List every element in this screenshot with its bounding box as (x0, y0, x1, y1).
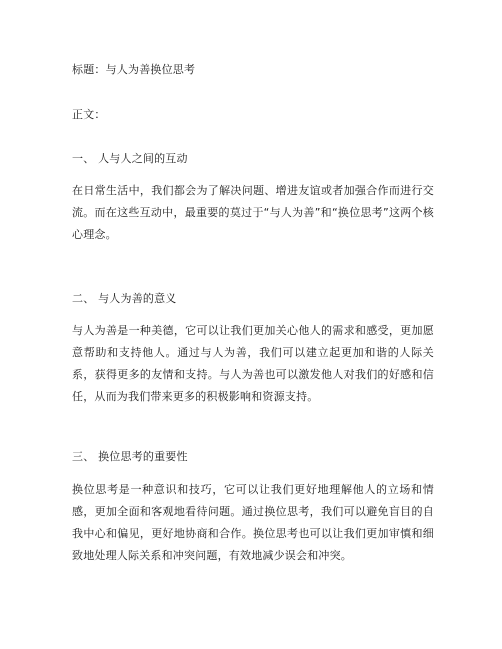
document-title: 标题：与人为善换位思考 (72, 63, 196, 76)
section-heading-1: 一、 人与人之间的互动 (72, 152, 188, 165)
section-paragraph-2: 与人为善是一种美德，它可以让我们更加关心他人的需求和感受，更加愿意帮助和支持他人。通过与人为善，我们可以建立起更加和谐的人际关系，获得更多的友情和支持。与人为善也可以激发他人对我们的好感和信任，从而为我们带来更多的积极影响和资源支持。 (72, 324, 434, 403)
section-heading-2: 二、 与人为善的意义 (72, 292, 177, 305)
section-paragraph-3: 换位思考是一种意识和技巧，它可以让我们更好地理解他人的立场和情感，更加全面和客观地看待问题。通过换位思考，我们可以避免盲目的自我中心和偏见，更好地协商和合作。换位思考也可以让我们更加审慎和细致地处理人际关系和冲突问题，有效地减少误会和冲突。 (72, 483, 434, 562)
section-paragraph-1: 在日常生活中，我们都会为了解决问题、增进友谊或者加强合作而进行交流。而在这些互动中，最重要的莫过于“与人为善”和“换位思考”这两个核心理念。 (72, 184, 434, 241)
body-label: 正文： (72, 108, 106, 121)
section-heading-3: 三、 换位思考的重要性 (72, 450, 188, 463)
